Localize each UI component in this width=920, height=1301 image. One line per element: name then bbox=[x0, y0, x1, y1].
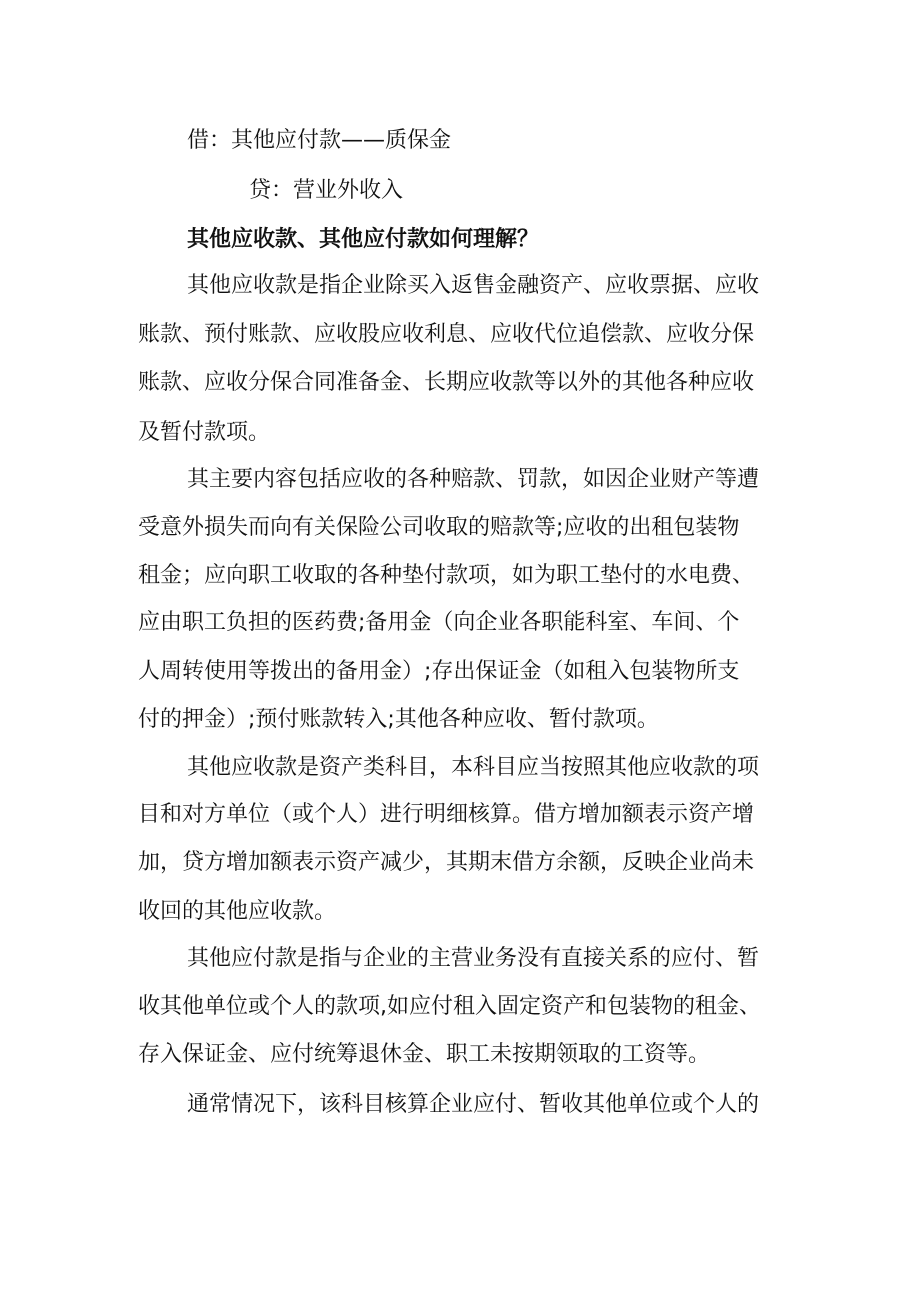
paragraph-line: 加，贷方增加额表示资产减少，其期末借方余额，反映企业尚未 bbox=[138, 850, 755, 875]
journal-debit-line: 借：其他应付款——质保金 bbox=[187, 128, 452, 153]
paragraph-line: 人周转使用等拨出的备用金）;存出保证金（如租入包装物所支 bbox=[138, 659, 740, 684]
paragraph-line: 其他应收款是资产类科目，本科目应当按照其他应收款的项 bbox=[187, 755, 760, 780]
paragraph-line: 收其他单位或个人的款项,如应付租入固定资产和包装物的租金、 bbox=[138, 994, 761, 1019]
paragraph-line: 收回的其他应收款。 bbox=[138, 899, 337, 924]
paragraph-line: 目和对方单位（或个人）进行明细核算。借方增加额表示资产增 bbox=[138, 802, 755, 827]
paragraph-line: 其主要内容包括应收的各种赔款、罚款，如因企业财产等遭 bbox=[187, 467, 760, 492]
paragraph-line: 存入保证金、应付统筹退休金、职工未按期领取的工资等。 bbox=[138, 1042, 711, 1067]
paragraph-line: 通常情况下，该科目核算企业应付、暂收其他单位或个人的 bbox=[187, 1092, 760, 1117]
section-heading: 其他应收款、其他应付款如何理解？ bbox=[187, 227, 540, 252]
paragraph-line: 其他应收款是指企业除买入返售金融资产、应收票据、应收 bbox=[187, 273, 760, 298]
paragraph-line: 付的押金）;预付账款转入;其他各种应收、暂付款项。 bbox=[138, 707, 659, 732]
paragraph-line: 其他应付款是指与企业的主营业务没有直接关系的应付、暂 bbox=[187, 946, 760, 971]
journal-credit-line: 贷：营业外收入 bbox=[249, 178, 404, 203]
paragraph-line: 账款、预付账款、应收股应收利息、应收代位追偿款、应收分保 bbox=[138, 322, 755, 347]
paragraph-line: 及暂付款项。 bbox=[138, 420, 271, 445]
paragraph-line: 租金；应向职工收取的各种垫付款项，如为职工垫付的水电费、 bbox=[138, 563, 755, 588]
paragraph-line: 账款、应收分保合同准备金、长期应收款等以外的其他各种应收 bbox=[138, 370, 755, 395]
paragraph-line: 应由职工负担的医药费;备用金（向企业各职能科室、车间、个 bbox=[138, 610, 740, 635]
paragraph-line: 受意外损失而向有关保险公司收取的赔款等;应收的出租包装物 bbox=[138, 515, 740, 540]
